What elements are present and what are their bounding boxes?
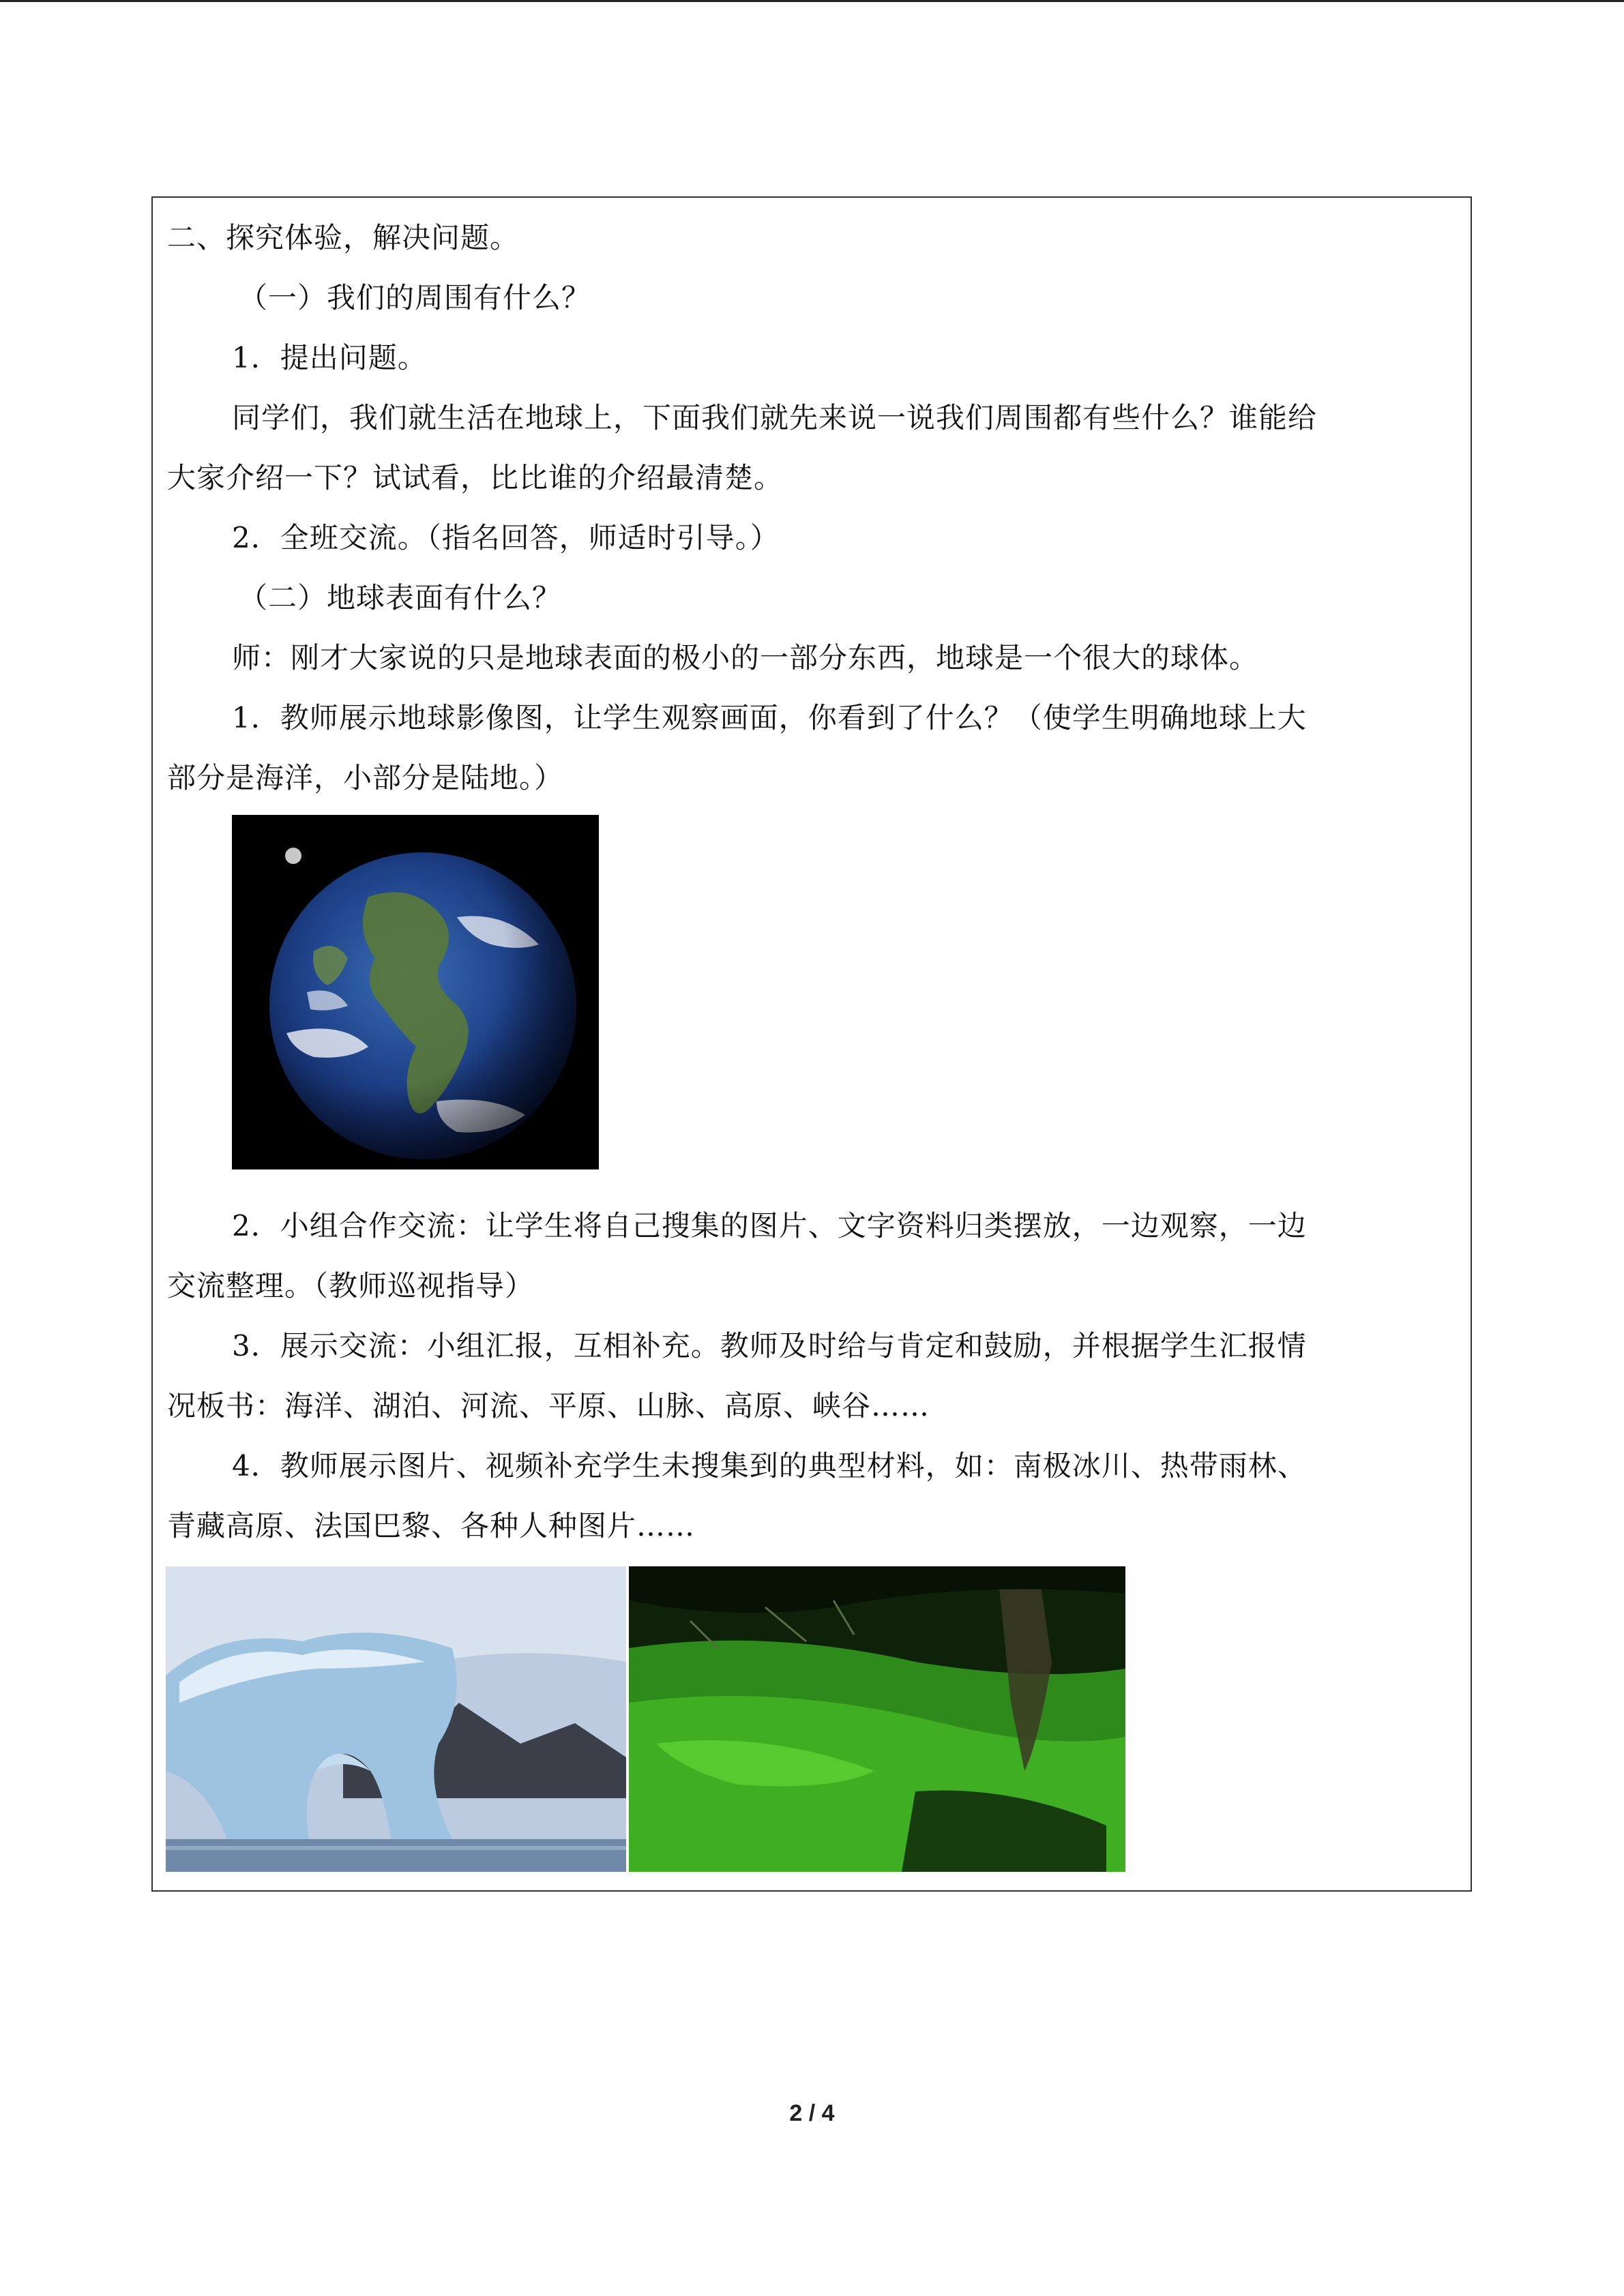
step-3-report-line-2: 况板书：海洋、湖泊、河流、平原、山脉、高原、峡谷…… xyxy=(167,1389,930,1422)
intro-paragraph-line-1: 同学们，我们就生活在地球上，下面我们就先来说一说我们周围都有些什么？谁能给 xyxy=(232,401,1318,434)
intro-paragraph-line-2: 大家介绍一下？试试看，比比谁的介绍最清楚。 xyxy=(167,461,784,494)
teacher-remark: 师：刚才大家说的只是地球表面的极小的一部分东西，地球是一个很大的球体。 xyxy=(232,641,1259,674)
step-2-group-line-2: 交流整理。（教师巡视指导） xyxy=(167,1269,535,1302)
step-1-question: 1．提出问题。 xyxy=(232,341,427,374)
earth-photo xyxy=(232,815,599,1169)
antarctic-glacier-photo xyxy=(166,1566,626,1872)
section-heading: 二、探究体验，解决问题。 xyxy=(167,221,520,254)
step-4-materials-line-2: 青藏高原、法国巴黎、各种人种图片…… xyxy=(167,1509,696,1542)
step-1-earth-image-line-1: 1．教师展示地球影像图，让学生观察画面，你看到了什么？（使学生明确地球上大 xyxy=(232,701,1307,734)
step-2-class-exchange: 2．全班交流。（指名回答，师适时引导。） xyxy=(232,521,780,554)
top-border-line xyxy=(0,0,1624,2)
step-4-materials-line-1: 4．教师展示图片、视频补充学生未搜集到的典型材料，如：南极冰川、热带雨林、 xyxy=(232,1449,1307,1482)
tropical-rainforest-photo xyxy=(629,1566,1125,1872)
subsection-heading-1: （一）我们的周围有什么？ xyxy=(239,281,591,314)
step-3-report-line-1: 3．展示交流：小组汇报，互相补充。教师及时给与肯定和鼓励，并根据学生汇报情 xyxy=(232,1329,1307,1362)
step-2-group-line-1: 2．小组合作交流：让学生将自己搜集的图片、文字资料归类摆放，一边观察，一边 xyxy=(232,1209,1307,1242)
step-1-earth-image-line-2: 部分是海洋，小部分是陆地。） xyxy=(167,761,564,794)
page-number: 2 / 4 xyxy=(789,2100,835,2126)
subsection-heading-2: （二）地球表面有什么？ xyxy=(239,581,562,614)
